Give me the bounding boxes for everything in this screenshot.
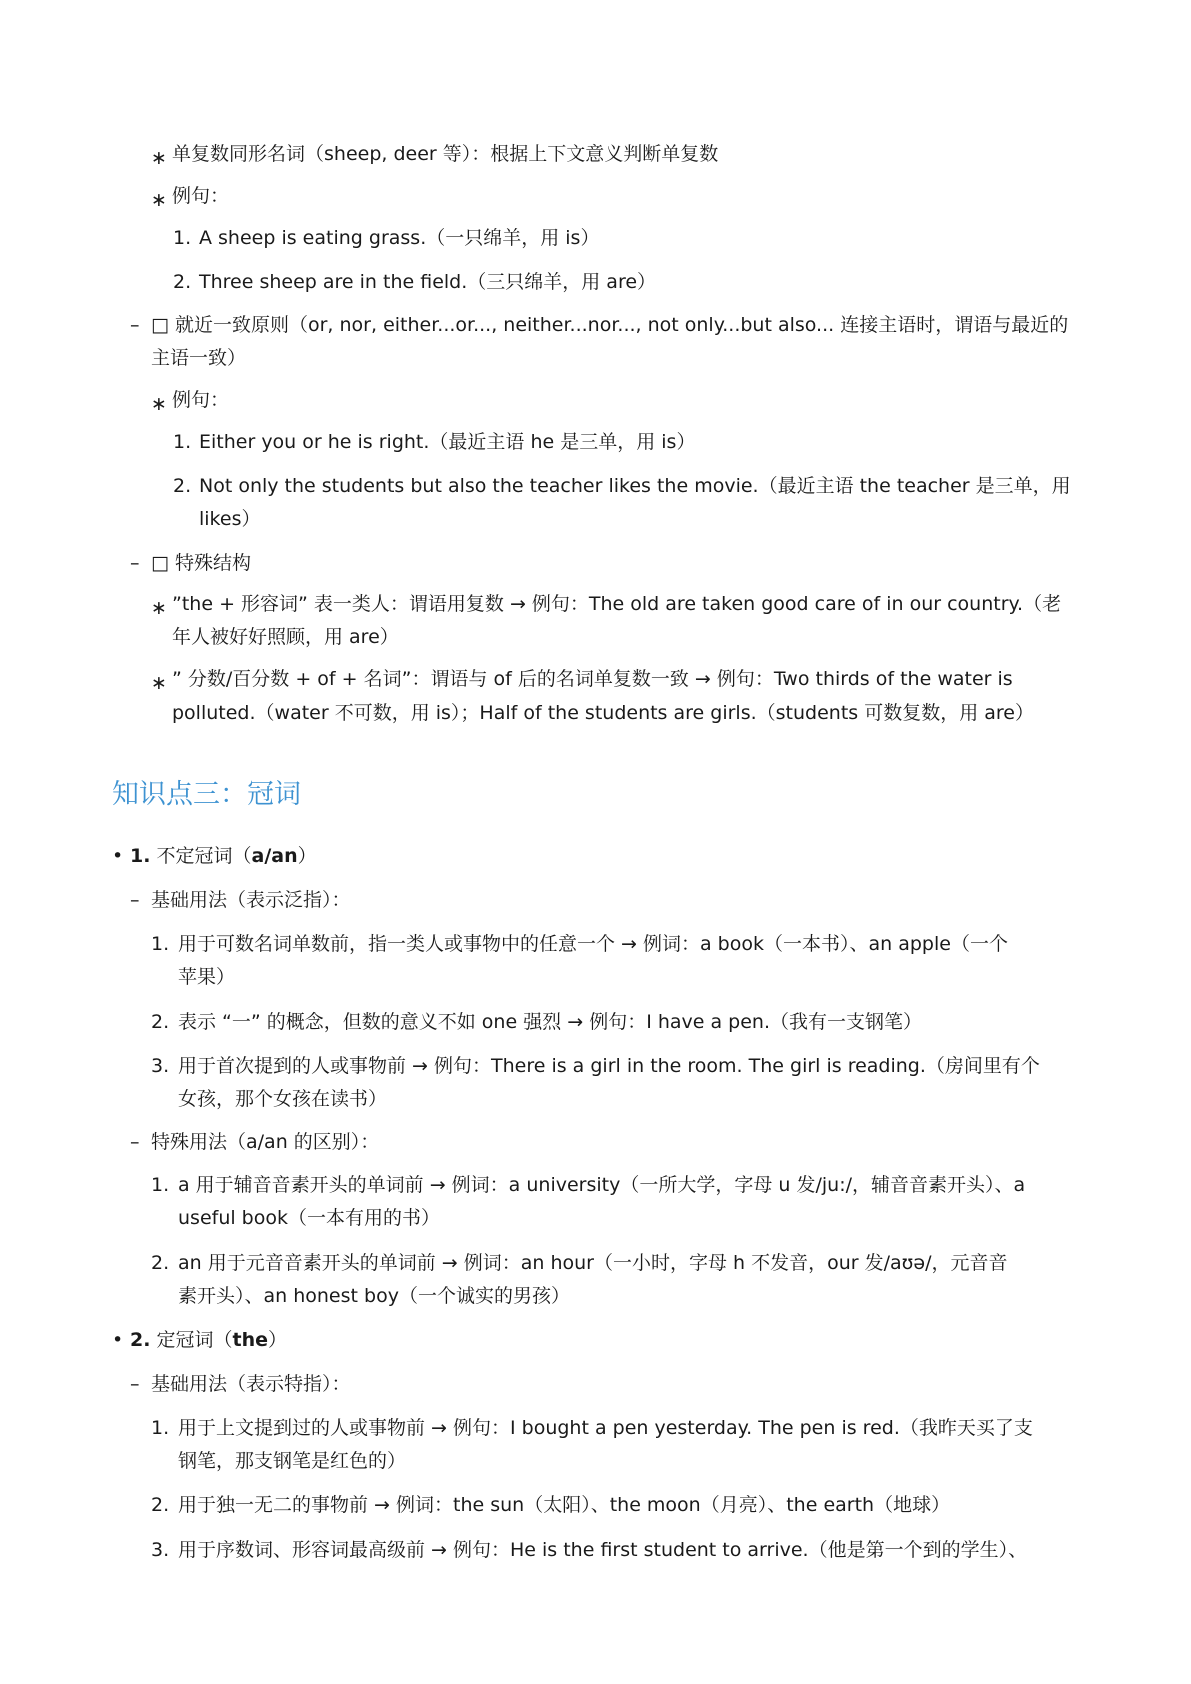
- list-item: □ 就近一致原则（or, nor, either...or..., neither...nor..., not only...but also... 连接主语时，谓语与最近的: [151, 314, 1069, 336]
- topic-title: 1. 不定冠词（a/an）: [130, 845, 317, 867]
- list-item: an 用于元音音素开头的单词前 → 例词：an hour（一小时，字母 h 不发音，our 发/aʊə/，元音音: [178, 1252, 1008, 1274]
- list-item: 特殊用法（a/an 的区别）：: [151, 1131, 380, 1153]
- list-item: 基础用法（表示泛指）：: [151, 889, 351, 911]
- list-item: □ 特殊结构: [151, 552, 251, 574]
- list-item-continuation: 主语一致）: [151, 347, 247, 369]
- dash-bullet: –: [130, 314, 140, 336]
- number-marker: 1.: [151, 933, 170, 955]
- list-item: 例句：: [172, 389, 230, 411]
- list-item: 例句：: [172, 185, 230, 207]
- list-item: a 用于辅音音素开头的单词前 → 例词：a university（一所大学，字母 u 发/ju:/，辅音音素开头）、a: [178, 1174, 1026, 1196]
- number-marker: 2.: [173, 271, 192, 293]
- list-item-continuation: 钢笔，那支钢笔是红色的）: [178, 1450, 407, 1472]
- bullet: •: [112, 1329, 124, 1351]
- number-marker: 3.: [151, 1055, 170, 1077]
- list-item: Three sheep are in the field.（三只绵羊，用 are）: [199, 271, 657, 293]
- list-item: 单复数同形名词（sheep, deer 等）：根据上下文意义判断单复数: [172, 143, 719, 165]
- list-item: A sheep is eating grass.（一只绵羊，用 is）: [199, 227, 600, 249]
- topic-title: 2. 定冠词（the）: [130, 1329, 288, 1351]
- list-item: 用于首次提到的人或事物前 → 例句：There is a girl in the room. The girl is reading.（房间里有个: [178, 1055, 1040, 1077]
- list-item: 用于序数词、形容词最高级前 → 例句：He is the first student to arrive.（他是第一个到的学生）、: [178, 1539, 1028, 1561]
- star-bullet: ∗: [151, 597, 167, 619]
- number-marker: 2.: [151, 1252, 170, 1274]
- dash-bullet: –: [130, 1131, 140, 1153]
- number-marker: 1.: [151, 1174, 170, 1196]
- number-marker: 2.: [151, 1494, 170, 1516]
- bullet: •: [112, 845, 124, 867]
- star-bullet: ∗: [151, 189, 167, 211]
- star-bullet: ∗: [151, 393, 167, 415]
- number-marker: 1.: [173, 431, 192, 453]
- list-item: Either you or he is right.（最近主语 he 是三单，用 is）: [199, 431, 696, 453]
- dash-bullet: –: [130, 552, 140, 574]
- number-marker: 2.: [151, 1011, 170, 1033]
- list-item: Not only the students but also the teacher likes the movie.（最近主语 the teacher 是三单，用: [199, 475, 1071, 497]
- list-item-continuation: polluted.（water 不可数，用 is）；Half of the students are girls.（students 可数复数，用 are）: [172, 702, 1034, 724]
- list-item: 基础用法（表示特指）：: [151, 1373, 351, 1395]
- list-item: ” 分数/百分数 + of + 名词”：谓语与 of 后的名词单复数一致 → 例句：Two thirds of the water is: [172, 668, 1013, 690]
- list-item: ”the + 形容词” 表一类人：谓语用复数 → 例句：The old are taken good care of in our country.（老: [172, 593, 1062, 615]
- dash-bullet: –: [130, 1373, 140, 1395]
- list-item-continuation: 苹果）: [178, 966, 236, 988]
- list-item-continuation: likes）: [199, 508, 261, 530]
- dash-bullet: –: [130, 889, 140, 911]
- list-item-continuation: useful book（一本有用的书）: [178, 1207, 440, 1229]
- list-item: 用于可数名词单数前，指一类人或事物中的任意一个 → 例词：a book（一本书）、an apple（一个: [178, 933, 1008, 955]
- list-item: 用于独一无二的事物前 → 例词：the sun（太阳）、the moon（月亮）、the earth（地球）: [178, 1494, 951, 1516]
- number-marker: 2.: [173, 475, 192, 497]
- section-heading: 知识点三：冠词: [112, 779, 301, 810]
- list-item: 用于上文提到过的人或事物前 → 例句：I bought a pen yesterday. The pen is red.（我昨天买了支: [178, 1417, 1033, 1439]
- number-marker: 1.: [151, 1417, 170, 1439]
- list-item-continuation: 年人被好好照顾，用 are）: [172, 626, 399, 648]
- number-marker: 3.: [151, 1539, 170, 1561]
- number-marker: 1.: [173, 227, 192, 249]
- star-bullet: ∗: [151, 147, 167, 169]
- list-item-continuation: 女孩，那个女孩在读书）: [178, 1088, 388, 1110]
- list-item-continuation: 素开头）、an honest boy（一个诚实的男孩）: [178, 1285, 570, 1307]
- star-bullet: ∗: [151, 672, 167, 694]
- list-item: 表示 “一” 的概念，但数的意义不如 one 强烈 → 例句：I have a pen.（我有一支钢笔）: [178, 1011, 923, 1033]
